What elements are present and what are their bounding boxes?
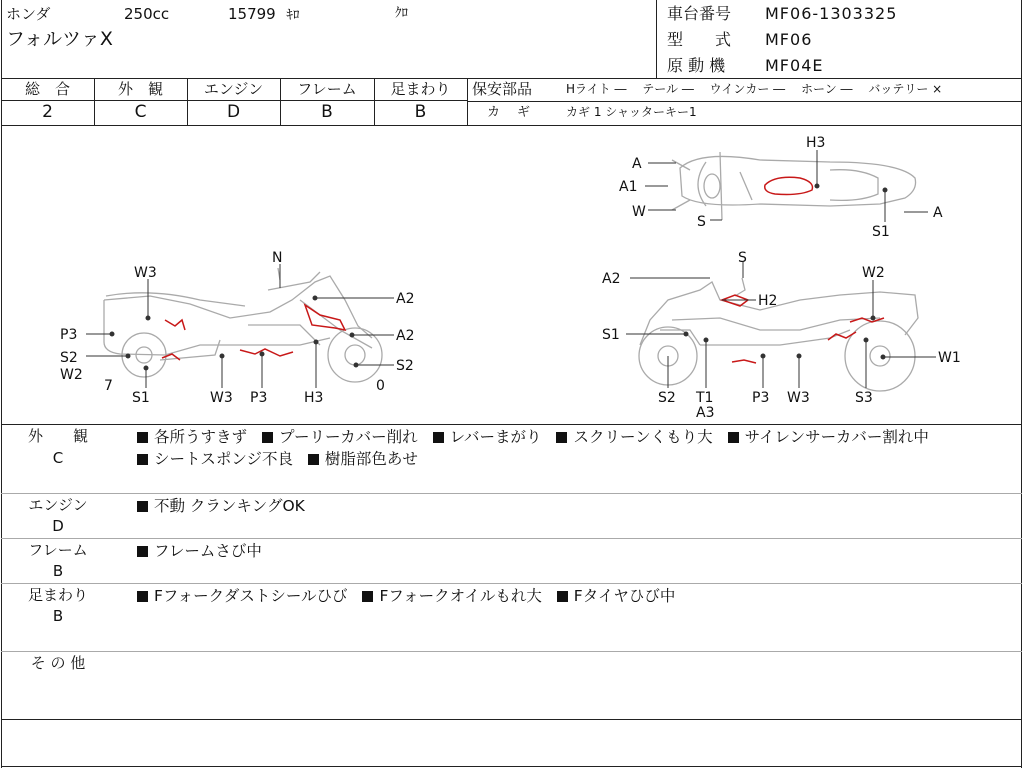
label-s2-c: S2: [658, 390, 676, 406]
ratings-top-line: [1, 78, 1022, 79]
label-a2-c: A2: [602, 271, 621, 287]
damage-diagram: [0, 126, 1024, 424]
label-s2-a: S2: [60, 350, 78, 366]
note-item: サイレンサーカバー割れ中: [728, 428, 929, 446]
rating-header-frame: フレーム: [297, 80, 357, 98]
bullet-icon: [137, 591, 148, 602]
label-h3-b: H3: [806, 135, 826, 151]
rating-header-suspension: 足まわり: [390, 80, 451, 98]
label-a1: A1: [619, 179, 638, 195]
label-p3-a: P3: [60, 327, 78, 343]
label-w2-a: W2: [60, 367, 83, 383]
bullet-icon: [556, 432, 567, 443]
note-item: シートスポンジ不良: [137, 450, 293, 468]
safety-label: 保安部品: [472, 80, 533, 98]
notes-divider-2: [1, 538, 1022, 539]
label-p3-b: P3: [250, 390, 268, 406]
model-code: MF06: [765, 30, 813, 49]
note-item: 不動 クランキングOK: [137, 497, 305, 515]
notes-divider-1: [1, 493, 1022, 494]
label-w1: W1: [938, 350, 961, 366]
frame-no-label: 車台番号: [667, 4, 732, 23]
note-item: レバーまがり: [433, 428, 542, 446]
safety-mid-line: [467, 101, 1022, 102]
label-s1-a: S1: [132, 390, 150, 406]
label-a-b: A: [933, 205, 943, 221]
bullet-icon: [308, 454, 319, 465]
model-code-label: 型 式: [667, 30, 732, 49]
ratings-mid-line: [1, 100, 467, 101]
note-exterior-grade: C: [52, 449, 64, 467]
sheet-bottom-line: [1, 766, 1022, 767]
model-name: フォルツァX: [6, 28, 113, 50]
mileage-value: 15799: [228, 5, 276, 23]
label-w3-b: W3: [210, 390, 233, 406]
note-frame-grade: B: [52, 562, 64, 580]
note-exterior-line1: [137, 426, 939, 448]
notes-bottom-line: [1, 719, 1022, 720]
notes-divider-4: [1, 651, 1022, 652]
note-exterior-line2: [137, 448, 428, 470]
label-a-a: A: [632, 156, 642, 172]
rating-value-overall: 2: [42, 102, 53, 122]
bullet-icon: [137, 546, 148, 557]
rating-value-exterior: C: [134, 102, 147, 122]
note-exterior-label: 外 観: [27, 427, 88, 445]
safety-items: Hライト ― テール ― ウインカー ― ホーン ― バッテリー ×: [566, 82, 943, 96]
note-engine-line1: [137, 495, 315, 517]
label-w-a: W: [632, 204, 646, 220]
label-s-a: S: [697, 214, 706, 230]
rating-value-suspension: B: [414, 102, 427, 122]
engine-code: MF04E: [765, 56, 824, 75]
bullet-icon: [262, 432, 273, 443]
note-item: 樹脂部色あせ: [308, 450, 418, 468]
label-s1-c: S1: [602, 327, 620, 343]
label-s1-b: S1: [872, 224, 890, 240]
note-engine-grade: D: [52, 517, 64, 535]
scooter-top-view: [672, 152, 916, 220]
label-w3-a: W3: [134, 265, 157, 281]
notes-top-line: [1, 424, 1022, 425]
label-a3: A3: [696, 405, 715, 421]
bullet-icon: [728, 432, 739, 443]
bullet-icon: [362, 591, 373, 602]
notes-divider-3: [1, 583, 1022, 584]
bullet-icon: [137, 501, 148, 512]
mileage-unit: ｷﾛ: [286, 8, 300, 23]
label-t1: T1: [696, 390, 714, 406]
note-item: 各所うすきず: [137, 428, 247, 446]
label-a2-b: A2: [396, 328, 415, 344]
label-a2-a: A2: [396, 291, 415, 307]
label-w2-b: W2: [862, 265, 885, 281]
label-0: 0: [376, 378, 385, 394]
bullet-icon: [557, 591, 568, 602]
label-h2: H2: [758, 293, 778, 309]
note-item: プーリーカバー削れ: [262, 428, 418, 446]
header-divider: [656, 0, 657, 78]
note-item: Fタイヤひび中: [557, 587, 676, 605]
scooter-left-view: [104, 268, 382, 382]
label-s3: S3: [855, 390, 873, 406]
color: ｸﾛ: [395, 6, 408, 21]
bullet-icon: [137, 454, 148, 465]
rating-header-exterior: 外 観: [117, 80, 163, 98]
label-h3-a: H3: [304, 390, 324, 406]
label-n: N: [272, 250, 283, 266]
note-item: Fフォークオイルもれ大: [362, 587, 541, 605]
rating-value-frame: B: [321, 102, 333, 122]
key-value: カギ 1 シャッターキー1: [566, 105, 697, 119]
maker: ホンダ: [6, 5, 51, 23]
note-item: Fフォークダストシールひび: [137, 587, 348, 605]
label-s-b: S: [738, 250, 747, 266]
mileage: [228, 7, 300, 22]
rating-divider-5: [467, 78, 468, 125]
bullet-icon: [137, 432, 148, 443]
label-p3-c: P3: [752, 390, 770, 406]
rating-header-engine: エンジン: [203, 80, 264, 98]
note-suspension-grade: B: [52, 607, 64, 625]
note-item: フレームさび中: [137, 542, 262, 560]
label-w3-c: W3: [787, 390, 810, 406]
note-other-label: そ の 他: [30, 654, 86, 672]
rating-value-engine: D: [226, 102, 241, 122]
engine-code-label: 原 動 機: [667, 56, 726, 75]
label-7: 7: [104, 378, 113, 394]
note-item: スクリーンくもり大: [556, 428, 712, 446]
note-frame-line1: [137, 540, 272, 562]
rating-header-overall: 総 合: [24, 80, 70, 98]
label-s2-b: S2: [396, 358, 414, 374]
key-label: カ ギ: [487, 105, 533, 120]
displacement: 250cc: [124, 5, 170, 23]
bullet-icon: [433, 432, 444, 443]
note-engine-label: エンジン: [28, 496, 88, 514]
note-suspension-line1: [137, 585, 685, 607]
frame-no: MF06-1303325: [765, 4, 898, 23]
note-frame-label: フレーム: [28, 541, 88, 559]
note-suspension-label: 足まわり: [27, 586, 88, 604]
